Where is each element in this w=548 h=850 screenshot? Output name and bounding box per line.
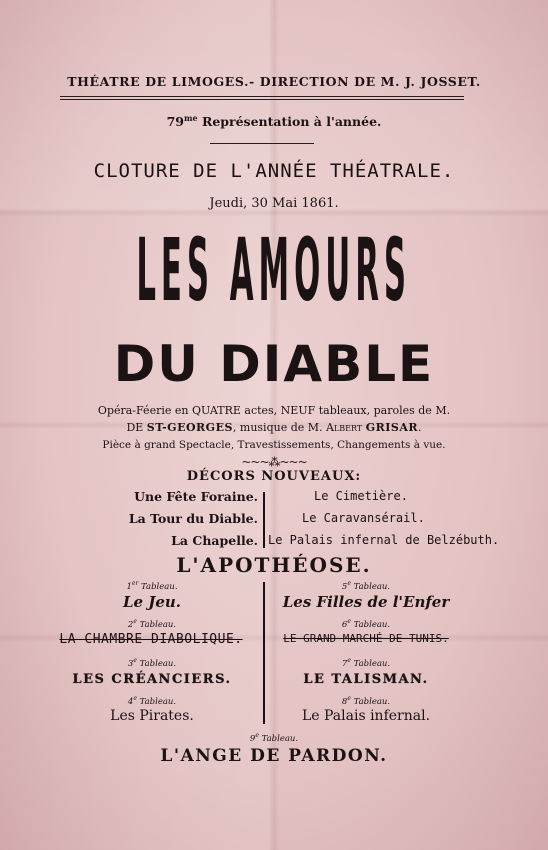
short-rule [210,143,314,144]
representation-line [0,113,548,129]
tableau-label-4: 4e Tableau. [127,695,177,707]
description-line-2: DE ST-GEORGES, musique de M. Albert GRISAR. [126,421,422,434]
tableau-title-9: L'ANGE DE PARDON. [160,746,388,766]
tableau-title-2: LA CHAMBRE DIABOLIQUE. [59,632,243,647]
theatre-header: THÉATRE DE LIMOGES.- DIRECTION DE M. J. JOSSET. [67,74,481,89]
title-line-2: DU DIABLE [113,335,435,393]
tableau-title-1: Le Jeu. [122,593,182,611]
performance-date: Jeudi, 30 Mai 1861. [209,196,339,211]
tableau-title-8: Le Palais infernal. [301,708,431,724]
tableau-title-3: LES CRÉANCIERS. [72,672,232,687]
apotheose-heading: L'APOTHÉOSE. [176,553,372,577]
tableau-title-4: Les Pirates. [110,708,194,724]
tableau-label-6: 6e Tableau. [341,618,391,630]
ornament-flourish: ~~~⁂~~~ [241,455,307,469]
tableau-title-6: LE GRAND MARCHÉ DE TUNIS. [283,632,449,645]
header-rule-bottom [60,99,464,100]
decor-right-1: Le Cimetière. [314,489,408,503]
decor-left-1: Une Fête Foraine. [134,489,258,504]
tableau-label-9: 9e Tableau. [249,732,299,744]
representation-number: 79 [166,114,185,130]
decor-right-2: Le Caravansérail. [302,511,425,525]
decor-left-2: La Tour du Diable. [128,511,258,526]
description-line-3: Pièce à grand Spectacle, Travestissements, Changements à vue. [102,439,446,451]
cloture-line: CLOTURE DE L'ANNÉE THÉATRALE. [93,160,455,182]
decors-divider [263,492,265,548]
header-rule-top [60,96,464,97]
tableau-label-2: 2e Tableau. [127,618,177,630]
title-line-1: LES AMOURS [136,220,412,322]
tableau-label-3: 3e Tableau. [127,657,177,669]
description-line-1: Opéra-Féerie en QUATRE actes, NEUF tableaux, paroles de M. [97,404,451,417]
tableau-label-1: 1er Tableau. [126,580,178,592]
tableau-label-7: 7e Tableau. [341,657,391,669]
tableau-label-8: 8e Tableau. [341,695,391,707]
decor-left-3: La Chapelle. [171,533,258,548]
tableau-title-5: Les Filles de l'Enfer [282,593,450,611]
librettist-name: ST-GEORGES [146,421,233,434]
decor-right-3: Le Palais infernal de Belzébuth. [268,533,500,547]
tableau-label-5: 5e Tableau. [341,580,391,592]
tableau-title-7: LE TALISMAN. [303,672,429,687]
representation-text: Représentation à l'année. [201,114,382,130]
decors-heading: DÉCORS NOUVEAUX: [186,469,362,484]
composer-name: GRISAR [365,421,419,434]
representation-suffix: me [184,113,198,123]
